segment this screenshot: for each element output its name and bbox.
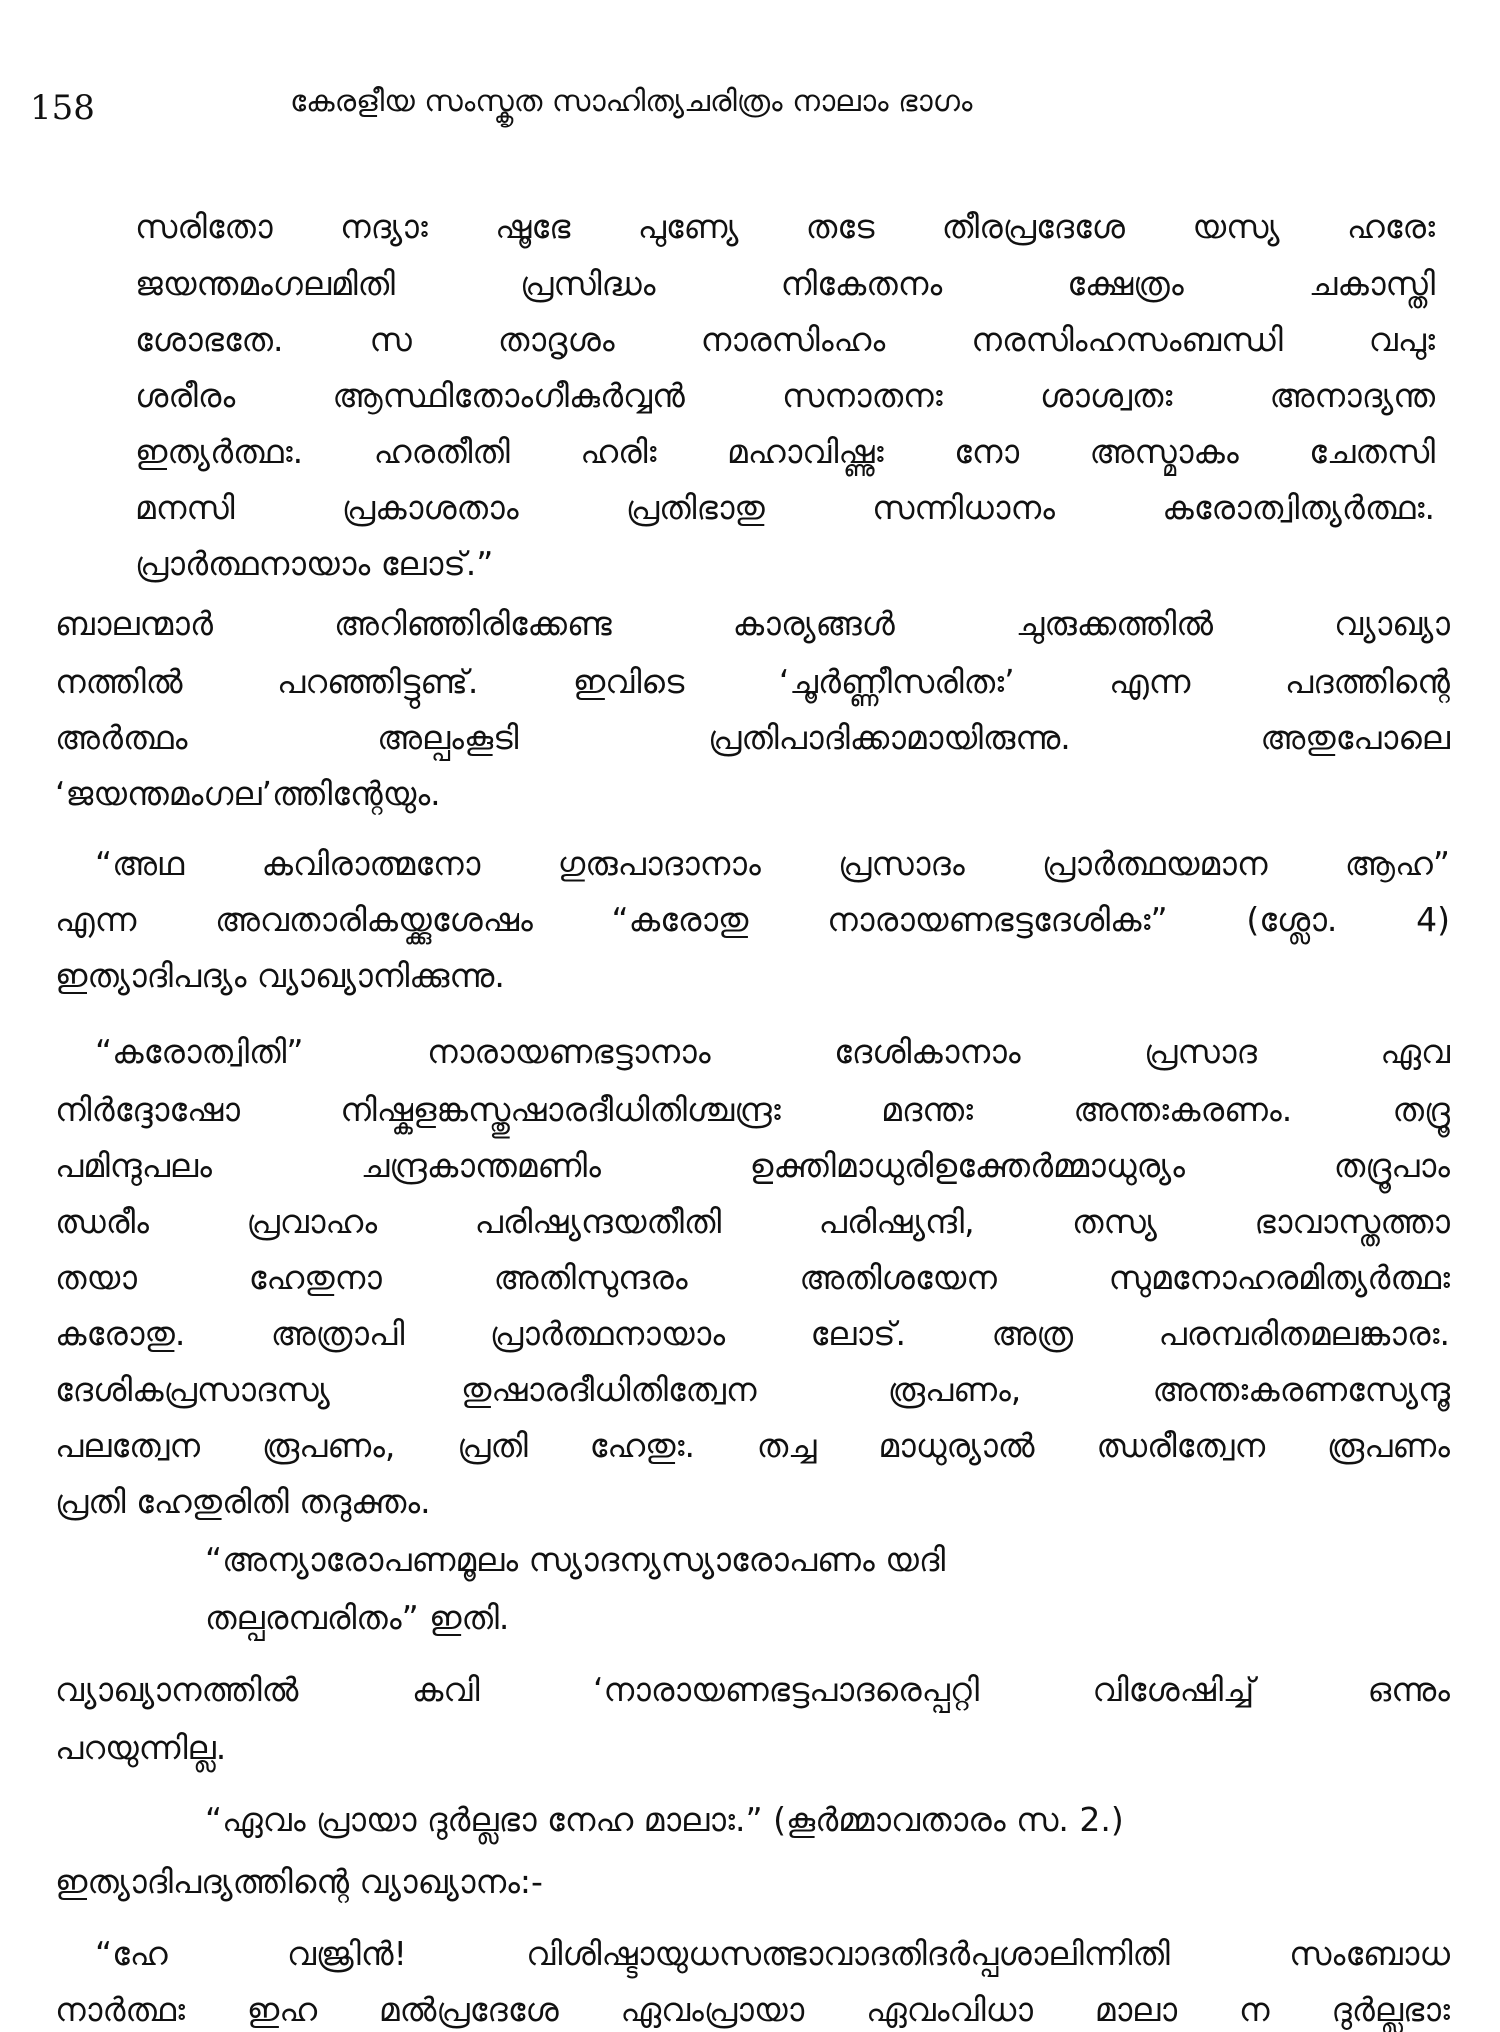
text-line: സരിതോ നദ്യാഃ ഷൂഭേ പുണ്യേ തടേ തീരപ്രദേശേ യസ്യ ഹരേഃ — [135, 207, 1435, 246]
verse-line: തല്പരമ്പരിതം” ഇതി. — [205, 1598, 510, 1637]
text-line: പലത്വേന രൂപണം, പ്രതി ഹേതുഃ. തച്ച മാധുര്യാൽ ഝരീത്വേന രൂപണം — [55, 1426, 1450, 1465]
page-number: 158 — [30, 88, 95, 128]
text-line: ഇത്യാദിപദ്യത്തിന്റെ വ്യാഖ്യാനം:- — [55, 1862, 543, 1901]
text-line: “കരോത്വിതി” നാരായണഭട്ടാനാം ദേശികാനാം പ്രസാദ ഏവ — [95, 1032, 1450, 1071]
text-line: ‘ജയന്തമംഗല’ത്തിന്റേയും. — [55, 774, 441, 813]
verse-line: “ഏവം പ്രായാ ദുർല്ലഭാ നേഹ മാലാഃ.” (കൂർമ്മാവതാരം സ. 2.) — [205, 1800, 1124, 1839]
text-line: അർത്ഥം അല്പംകൂടി പ്രതിപാദിക്കാമായിരുന്നു. അതുപോലെ — [55, 718, 1450, 757]
text-line: തയാ ഹേതുനാ അതിസുന്ദരം അതിശയേന സുമനോഹരമിത്യർത്ഥഃ — [55, 1258, 1450, 1297]
text-line: ശോഭതേ. സ താദൃശം നാരസിംഹം നരസിംഹസംബന്ധി വപുഃ — [135, 320, 1435, 359]
page-header — [30, 78, 1450, 138]
running-title: കേരളീയ സംസ്കൃത സാഹിത്യചരിത്രം നാലാം ഭാഗം — [290, 84, 973, 119]
text-line: ദേശികപ്രസാദസ്യ തുഷാരദീധിതിത്വേന രൂപണം, അന്തഃകരണസ്യേന്ദൂ — [55, 1370, 1450, 1409]
text-line: നാർത്ഥഃ ഇഹ മൽപ്രദേശേ ഏവംപ്രായാ ഏവംവിധാ മാലാ ന ദുർല്ലഭാഃ — [55, 1990, 1450, 2029]
text-line: കരോതു. അത്രാപി പ്രാർത്ഥനായാം ലോട്. അത്ര പരമ്പരിതമലങ്കാരഃ. — [55, 1314, 1450, 1353]
text-line: ശരീരം ആസ്ഥിതോംഗീകുർവ്വൻ സനാതനഃ ശാശ്വതഃ അനാദ്യന്ത — [135, 376, 1435, 415]
text-line: ഝരീം പ്രവാഹം പരിഷ്യന്ദയതീതി പരിഷ്യന്ദി, തസ്യ ഭാവാസ്തത്താ — [55, 1202, 1450, 1241]
text-line: “അഥ കവിരാത്മനോ ഗുരുപാദാനാം പ്രസാദം പ്രാർത്ഥയമാന ആഹ” — [95, 844, 1450, 883]
text-line: പമിന്ദുപലം ചന്ദ്രകാന്തമണിം ഉക്തിമാധുരിഉക്തേർമ്മാധുര്യം തദ്രൂപാം — [55, 1146, 1450, 1185]
text-line: മനസി പ്രകാശതാം പ്രതിഭാതു സന്നിധാനം കരോത്വിത്യർത്ഥഃ. — [135, 488, 1435, 527]
text-line: പ്രതി ഹേതുരിതി തദുക്തം. — [55, 1482, 431, 1521]
text-line: എന്ന അവതാരികയ്ക്കുശേഷം “കരോതു നാരായണഭട്ടദേശികഃ” (ശ്ലോ. 4) — [55, 900, 1450, 939]
text-line: പറയുന്നില്ല. — [55, 1728, 227, 1767]
text-line: ബാലന്മാർ അറിഞ്ഞിരിക്കേണ്ട കാര്യങ്ങൾ ചുരുക്കത്തിൽ വ്യാഖ്യാ — [55, 604, 1450, 643]
verse-line: “അന്യാരോപണമൂലം സ്യാദന്യസ്യാരോപണം യദി — [205, 1540, 946, 1579]
text-line: ഇത്യാദിപദ്യം വ്യാഖ്യാനിക്കുന്നു. — [55, 956, 505, 995]
text-line: ജയന്തമംഗലമിതി പ്രസിദ്ധം നികേതനം ക്ഷേത്രം ചകാസ്തി — [135, 264, 1435, 303]
text-line: ഇത്യർത്ഥഃ. ഹരതീതി ഹരിഃ മഹാവിഷ്ണുഃ നോ അസ്മാകം ചേതസി — [135, 432, 1435, 471]
text-line: നിർദ്ദോഷോ നിഷ്കളങ്കസ്തുഷാരദീധിതിശ്ചന്ദ്രഃ മദന്തഃ അന്തഃകരണം. തദ്രൂ — [55, 1090, 1450, 1129]
text-line: പ്രാർത്ഥനായാം ലോട്.” — [135, 544, 494, 583]
text-line: വ്യാഖ്യാനത്തിൽ കവി ‘നാരായണഭട്ടപാദരെപ്പറ്റി വിശേഷിച്ച് ഒന്നും — [55, 1670, 1450, 1709]
text-line: “ഹേ വജ്രിൻ! വിശിഷ്ടായുധസത്ഭാവാദതിദർപ്പശാലിന്നിതി സംബോധ — [95, 1934, 1450, 1973]
text-line: നത്തിൽ പറഞ്ഞിട്ടുണ്ട്. ഇവിടെ ‘ചൂർണ്ണീസരിതഃ’ എന്ന പദത്തിന്റെ — [55, 662, 1450, 701]
